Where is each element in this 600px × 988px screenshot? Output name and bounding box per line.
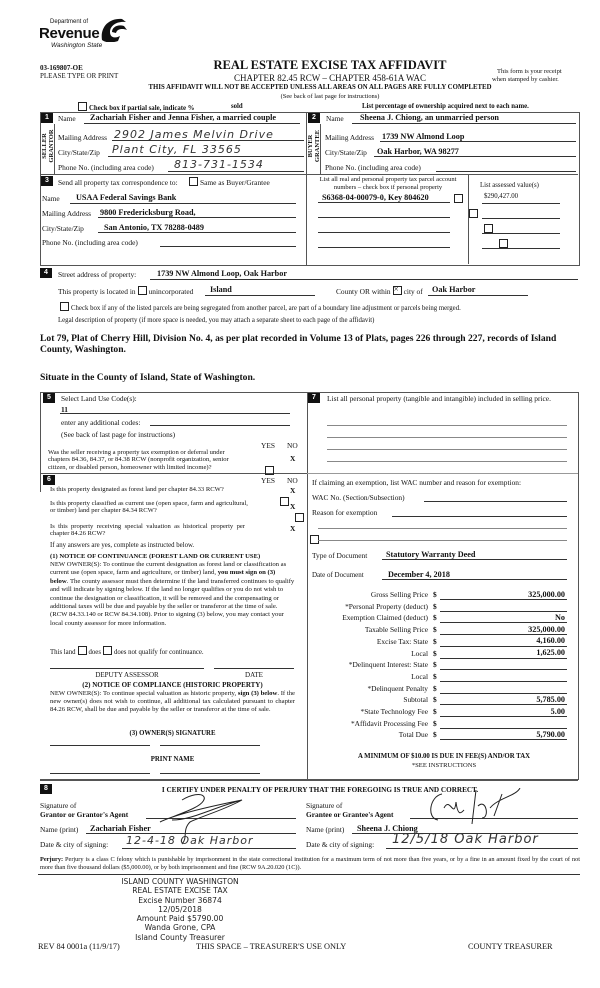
seller-phone-field[interactable]: 813-731-1534 xyxy=(174,158,264,171)
currency-symbol: $ xyxy=(433,660,437,670)
currency-symbol: $ xyxy=(433,695,437,705)
fee-label: Excise Tax: State xyxy=(376,636,428,646)
currency-symbol: $ xyxy=(433,730,437,740)
section-5-badge: 5 xyxy=(43,393,55,403)
logo-line1: Department of xyxy=(50,19,89,25)
rev-code: REV 84 0001a (11/9/17) xyxy=(38,942,120,951)
yes-header-5: YES xyxy=(261,441,275,450)
fee-label: Taxable Selling Price xyxy=(364,625,428,635)
partial-sale-checkbox[interactable] xyxy=(76,102,195,112)
currency-symbol: $ xyxy=(433,648,437,658)
personal-property-checkbox[interactable] xyxy=(499,239,508,248)
deputy-assessor-label: DEPUTY ASSESSOR xyxy=(95,671,159,679)
parcel-number-field[interactable]: S6368-04-00079-0, Key 804620 xyxy=(322,193,429,202)
notice1-title: (1) NOTICE OF CONTINUANCE (FOREST LAND OR CURRENT USE) xyxy=(50,553,261,560)
currency-symbol: $ xyxy=(433,636,437,646)
treasurer-stamp: ISLAND COUNTY WASHINGTON REAL ESTATE EXCISE TAX Excise Number 36874 12/05/2018 Amount Paid $5790.00 Wanda Grone, CPA Island County Treasurer xyxy=(121,877,239,942)
segregated-checkbox[interactable] xyxy=(58,302,461,312)
receipt-note-1: This form is your receipt xyxy=(497,68,562,75)
buyer-mailing-field[interactable]: 1739 NW Almond Loop xyxy=(382,132,465,141)
fee-label: *Personal Property (deduct) xyxy=(345,601,428,611)
grantor-name-field[interactable]: Zachariah Fisher xyxy=(90,824,151,833)
fee-value-field[interactable]: 325,000.00 xyxy=(528,589,565,599)
corr-city-field[interactable]: San Antonio, TX 78288-0489 xyxy=(104,223,204,232)
county-or-label: County OR within× city of xyxy=(336,286,423,296)
assessed-header: List assessed value(s) xyxy=(480,182,539,189)
yes-header-6: YES xyxy=(261,476,275,485)
form-warning: THIS AFFIDAVIT WILL NOT BE ACCEPTED UNLESS ALL AREAS ON ALL PAGES ARE FULLY COMPLETED xyxy=(148,84,492,91)
see-instructions: *SEE INSTRUCTIONS xyxy=(411,762,477,769)
logo-line2: Revenue xyxy=(39,25,100,42)
q-forest: Is this property designated as forest land per chapter 84.33 RCW? xyxy=(50,486,224,493)
minimum-due-note: A MINIMUM OF $10.00 IS DUE IN FEE(S) AND/OR TAX xyxy=(357,753,531,760)
perjury-notice: Perjury: Perjury is a class C felony which is punishable by imprisonment in the state correctional institution for a maximum term of not more than five years, or by a fine in an amount fixed by the court of not more than five thousand dollars ($5,000.00), or by both imprisonment and fine (RCW 9A.20.020 (1C)). xyxy=(40,856,581,871)
fee-label: Total Due xyxy=(398,730,428,740)
grantor-signature-label: Signature of Grantor or Grantor's Agent xyxy=(40,801,129,819)
corr-mailing-label: Mailing Address xyxy=(42,209,92,218)
date-label: DATE xyxy=(245,671,263,679)
currency-symbol: $ xyxy=(433,601,437,611)
q-current-use-yes-checkbox[interactable] xyxy=(295,513,304,522)
print-name-label: PRINT NAME xyxy=(150,756,195,763)
receipt-note-2: when stamped by cashier. xyxy=(492,76,559,83)
corr-name-label: Name xyxy=(42,194,60,203)
assessed-value-field[interactable]: $290,427.00 xyxy=(484,193,518,200)
form-code: 03-169807-OE xyxy=(40,64,83,72)
buyer-side-label: BUYER GRANTEE xyxy=(307,129,321,163)
type-or-print: PLEASE TYPE OR PRINT xyxy=(40,72,119,80)
certify-statement: I CERTIFY UNDER PENALTY OF PERJURY THAT THE FOREGOING IS TRUE AND CORRECT. xyxy=(161,786,479,794)
doc-type-field[interactable]: Statutory Warranty Deed xyxy=(386,550,476,559)
section-4-badge: 4 xyxy=(40,268,52,278)
fee-label: Local xyxy=(411,671,428,681)
seller-name-field[interactable]: Zachariah Fisher and Jenna Fisher, a married couple xyxy=(90,113,277,122)
same-as-buyer-checkbox[interactable] xyxy=(187,177,270,187)
parties-hdivider xyxy=(40,174,578,175)
seller-mailing-label: Mailing Address xyxy=(58,133,108,142)
fee-value-field[interactable]: No xyxy=(554,612,565,622)
logo-line3: Washington State xyxy=(51,42,103,49)
seller-city-field[interactable]: Plant City, FL 33565 xyxy=(112,143,242,156)
personal-property-checkbox[interactable] xyxy=(454,194,463,203)
no-header-6: NO xyxy=(287,476,298,485)
buyer-name-field[interactable]: Sheena J. Chiong, an unmarried person xyxy=(360,113,499,122)
doc-date-label: Date of Document xyxy=(312,571,364,579)
currency-symbol: $ xyxy=(433,718,437,728)
section-7-badge: 7 xyxy=(308,393,320,403)
personal-property-checkbox[interactable] xyxy=(484,224,493,233)
exemption-no-answer: X xyxy=(290,454,296,463)
grantee-signature[interactable] xyxy=(420,788,540,828)
street-field[interactable]: 1739 NW Almond Loop, Oak Harbor xyxy=(157,269,287,278)
seller-mailing-field[interactable]: 2902 James Melvin Drive xyxy=(114,128,274,141)
grantor-date-city-label: Date & city of signing: xyxy=(40,840,109,849)
street-label: Street address of property: xyxy=(58,270,137,279)
same-as-buyer-label: Same as Buyer/Grantee xyxy=(200,178,270,187)
section-8-badge: 8 xyxy=(40,784,52,794)
section-1-badge: 1 xyxy=(41,113,53,123)
grantee-name-field[interactable]: Sheena J. Chiong xyxy=(357,824,418,833)
currency-symbol: $ xyxy=(433,613,437,623)
personal-property-label: List all personal property (tangible and intangible) included in selling price. xyxy=(327,394,551,403)
owner-signature-label: (3) OWNER(S) SIGNATURE xyxy=(129,730,216,737)
fee-value-field[interactable]: 5.00 xyxy=(550,706,565,716)
notice2-title: (2) NOTICE OF COMPLIANCE (HISTORIC PROPERTY) xyxy=(82,681,263,689)
grantee-date-city-field[interactable]: 12/5/18 Oak Harbor xyxy=(392,832,539,847)
exemption-yes-checkbox[interactable] xyxy=(265,466,274,475)
buyer-city-label: City/State/Zip xyxy=(325,148,367,157)
q-forest-yes-checkbox[interactable] xyxy=(280,497,289,506)
currency-symbol: $ xyxy=(433,671,437,681)
fee-label: Exemption Claimed (deduct) xyxy=(342,613,428,623)
seller-name-label: Name xyxy=(58,114,76,123)
if-yes-text: If any answers are yes, complete as instructed below. xyxy=(50,542,195,549)
currency-symbol: $ xyxy=(433,707,437,716)
land-use-see-back: (See back of last page for instructions) xyxy=(61,430,176,439)
reason-label: Reason for exemption xyxy=(312,508,378,517)
unincorporated-checkbox[interactable] xyxy=(138,286,147,295)
within-city-checkbox[interactable] xyxy=(393,286,402,295)
ownership-note: List percentage of ownership acquired next to each name. xyxy=(362,103,529,110)
currency-symbol: $ xyxy=(433,625,437,635)
q-current-use: Is this property classified as current use (open space, farm and agricultural, or timber) land per chapter 84.34 RCW? xyxy=(50,500,248,514)
legal-description: Lot 79, Plat of Cherry Hill, Division No. 4, as per plat recorded in Volume 13 of Plats, pages 226 through 227, records of Island County, Washington. xyxy=(40,333,557,355)
logo-mark-icon xyxy=(98,16,130,42)
corr-mailing-field[interactable]: 9800 Fredericksburg Road, xyxy=(100,208,196,217)
continuance-row: This land does does not qualify for continuance. xyxy=(50,646,204,656)
wac-label: WAC No. (Section/Subsection) xyxy=(312,493,405,502)
form-title: REAL ESTATE EXCISE TAX AFFIDAVIT xyxy=(213,58,447,72)
fee-label: Gross Selling Price xyxy=(370,590,428,599)
q-current-use-answer: X xyxy=(290,502,296,511)
fee-value-field[interactable]: 5,785.00 xyxy=(536,694,565,704)
fee-value-field[interactable]: 1,625.00 xyxy=(536,648,565,657)
fee-value-field[interactable]: 5,790.00 xyxy=(536,729,565,739)
corr-phone-label: Phone No. (including area code) xyxy=(42,238,138,247)
legal-label: Legal description of property (if more space is needed, you may attach a separate sheet to each page of the affidavit) xyxy=(58,317,375,324)
section-2-badge: 2 xyxy=(308,113,320,123)
land-use-label: Select Land Use Code(s): xyxy=(61,394,137,403)
fee-label: *Delinquent Penalty xyxy=(367,683,428,693)
q-forest-answer: X xyxy=(290,486,296,495)
seller-side-label: SELLER GRANTOR xyxy=(41,129,55,163)
form-chapter: CHAPTER 82.45 RCW – CHAPTER 458-61A WAC xyxy=(234,73,426,83)
does-not-qualify-checkbox[interactable] xyxy=(103,646,112,655)
notice2-text: NEW OWNER(S): To continue special valuation as historic property, sign (3) below. If the new owner(s) does not wish to continue, all additional tax calculated pursuant to chapter 84.26 RCW, shall be due and payable by the seller or transferor at the time of sale. xyxy=(50,690,296,714)
section-6-badge: 6 xyxy=(43,475,55,485)
segregated-label: Check box if any of the listed parcels are being segregated from another parcel, are part of a boundary line adjustment or parcels being merged. xyxy=(71,305,461,312)
q-historical-answer: X xyxy=(290,524,296,533)
fee-label: *State Technology Fee xyxy=(360,707,428,716)
additional-codes-label: enter any additional codes: xyxy=(61,418,141,427)
grantee-date-city-label: Date & city of signing: xyxy=(306,840,375,849)
no-header-5: NO xyxy=(287,441,298,450)
personal-property-checkbox[interactable] xyxy=(469,209,478,218)
treasurer-space-label: THIS SPACE – TREASURER'S USE ONLY xyxy=(196,942,347,951)
seller-phone-label: Phone No. (including area code) xyxy=(58,163,154,172)
parcel-header: List all real and personal property tax parcel account numbers – check box if personal property xyxy=(319,176,457,191)
corr-city-label: City/State/Zip xyxy=(42,224,84,233)
exemption-claim-label: If claiming an exemption, list WAC number and reason for exemption: xyxy=(312,478,522,487)
located-label: This property is located in unincorporated xyxy=(58,287,194,296)
correspondence-label: Send all property tax correspondence to: xyxy=(58,178,178,187)
buyer-city-field[interactable]: Oak Harbor, WA 98277 xyxy=(377,147,459,156)
buyer-mailing-label: Mailing Address xyxy=(325,133,375,142)
fee-label: Subtotal xyxy=(403,695,428,705)
fee-label: Local xyxy=(411,648,428,658)
land-use-code-field[interactable]: 11 xyxy=(61,405,68,414)
grantor-name-label: Name (print) xyxy=(40,825,79,834)
county-treasurer-label: COUNTY TREASURER xyxy=(468,942,553,951)
sold-label: sold xyxy=(231,103,243,110)
county-field[interactable]: Island xyxy=(210,285,232,294)
notice1-text: NEW OWNER(S): To continue the current designation as forest land or classification as current use (open space, farm and agriculture, or timber) land, you must sign on (3) below. The county assessor must then determine if the land transferred continues to qualify and will indicate by signing below. If the land no longer qualifies or you do not wish to continue the designation or classification, it will be removed and the compensating or additional taxes will be due and payable by the seller or transferor at the time of sale. (RCW 84.33.140 or RCW 84.34.108). Prior to signing (3) below, you may contact your local county assessor for more information. xyxy=(50,561,295,627)
corr-name-field[interactable]: USAA Federal Savings Bank xyxy=(76,193,177,202)
doc-date-field[interactable]: December 4, 2018 xyxy=(388,570,450,579)
fee-label: *Affidavit Processing Fee xyxy=(350,718,428,728)
buyer-name-label: Name xyxy=(326,114,344,123)
buyer-phone-label: Phone No. (including area code) xyxy=(325,163,421,172)
fee-value-field[interactable]: 325,000.00 xyxy=(528,624,565,634)
q-historical: Is this property receiving special valuation as historical property per chapter 84.26 RCW? xyxy=(50,523,245,537)
currency-symbol: $ xyxy=(433,590,437,599)
section-3-badge: 3 xyxy=(41,176,53,186)
grantee-signature-label: Signature of Grantee or Grantee's Agent xyxy=(306,801,394,819)
exemption-question: Was the seller receiving a property tax exemption or deferral under chapters 84.36, 84.37, or 84.38 RCW (nonprofit organization, senior citizen, or disabled person, homeowner with limited income)? xyxy=(48,449,229,471)
fee-label: *Delinquent Interest: State xyxy=(348,660,428,670)
city-field[interactable]: Oak Harbor xyxy=(432,285,476,294)
grantee-name-label: Name (print) xyxy=(306,825,345,834)
situate-text: Situate in the County of Island, State of Washington. xyxy=(40,372,256,383)
currency-symbol: $ xyxy=(433,683,437,693)
doc-type-label: Type of Document xyxy=(312,551,368,560)
fee-value-field[interactable]: 4,160.00 xyxy=(536,636,565,646)
does-qualify-checkbox[interactable] xyxy=(78,646,87,655)
see-back-note: (See back of last page for instructions) xyxy=(280,93,380,100)
partial-sale-label: Check box if partial sale, indicate % xyxy=(89,105,195,112)
grantor-date-city-field[interactable]: 12-4-18 Oak Harbor xyxy=(126,834,254,847)
seller-city-label: City/State/Zip xyxy=(58,148,100,157)
